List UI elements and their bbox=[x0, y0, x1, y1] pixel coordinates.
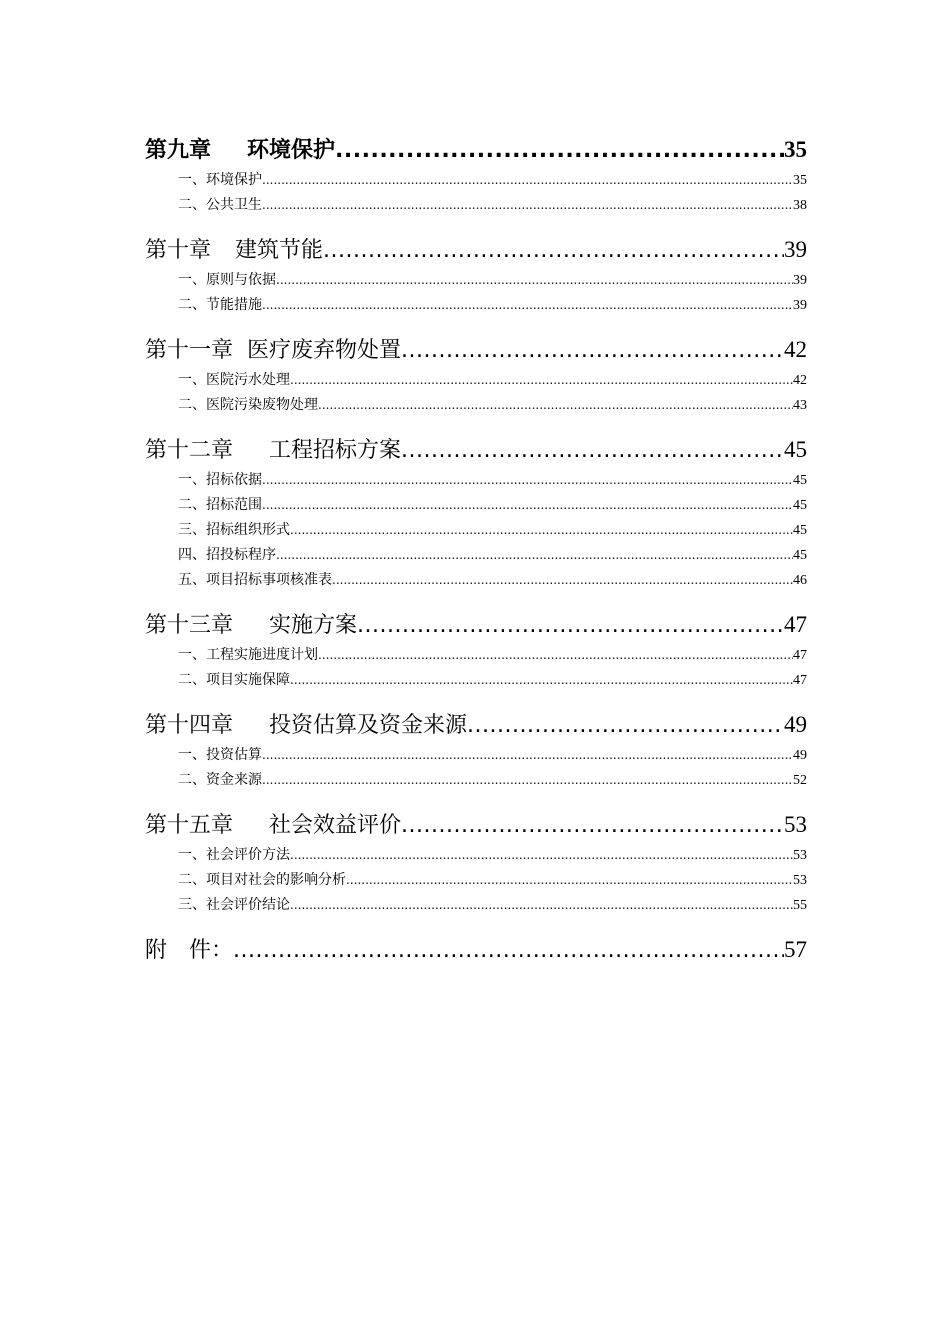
toc-chapter-entry[interactable] bbox=[145, 432, 807, 468]
section-title: 五、项目招标事项核准表 bbox=[178, 572, 332, 588]
toc-section-entry[interactable] bbox=[145, 293, 807, 318]
section-title: 二、项目对社会的影响分析 bbox=[178, 872, 346, 888]
dot-leader bbox=[318, 393, 793, 418]
toc-section-entry[interactable] bbox=[145, 468, 807, 493]
section-title: 一、工程实施进度计划 bbox=[178, 647, 318, 663]
toc-chapter-entry[interactable] bbox=[145, 707, 807, 743]
dot-leader bbox=[401, 433, 784, 468]
chapter-title: 实施方案 bbox=[269, 613, 358, 638]
toc-chapter-entry[interactable] bbox=[145, 232, 807, 268]
dot-leader bbox=[262, 768, 793, 793]
chapter-title: 建筑节能 bbox=[235, 238, 324, 263]
toc-section-entry[interactable] bbox=[145, 843, 807, 868]
chapter-number: 第十二章 bbox=[145, 438, 234, 463]
section-title: 二、招标范围 bbox=[178, 497, 262, 513]
chapter-number: 第九章 bbox=[145, 138, 212, 163]
page-number: 45 bbox=[793, 523, 807, 538]
dot-leader bbox=[401, 333, 784, 368]
toc-section-entry[interactable] bbox=[145, 668, 807, 693]
toc-section-entry[interactable] bbox=[145, 543, 807, 568]
section-title: 三、社会评价结论 bbox=[178, 897, 290, 913]
dot-leader bbox=[290, 893, 793, 918]
page-number: 55 bbox=[793, 898, 807, 913]
dot-leader bbox=[467, 708, 784, 743]
chapter-number: 第十三章 bbox=[145, 613, 234, 638]
dot-leader bbox=[332, 568, 793, 593]
page-number: 47 bbox=[784, 612, 807, 637]
chapter-number: 第十五章 bbox=[145, 813, 234, 838]
page-number: 47 bbox=[793, 673, 807, 688]
dot-leader bbox=[276, 543, 793, 568]
section-title: 一、投资估算 bbox=[178, 747, 262, 763]
page-number: 45 bbox=[784, 437, 807, 462]
page-number: 57 bbox=[784, 937, 807, 962]
section-title: 一、社会评价方法 bbox=[178, 847, 290, 863]
toc-section-entry[interactable] bbox=[145, 518, 807, 543]
dot-leader bbox=[233, 933, 784, 968]
chapter-title: 社会效益评价 bbox=[269, 813, 402, 838]
page-number: 35 bbox=[793, 173, 807, 188]
section-title: 一、医院污水处理 bbox=[178, 372, 290, 388]
section-title: 二、节能措施 bbox=[178, 297, 262, 313]
page-number: 47 bbox=[793, 648, 807, 663]
toc-chapter-entry[interactable] bbox=[145, 332, 807, 368]
toc-section-entry[interactable] bbox=[145, 743, 807, 768]
page-number: 39 bbox=[784, 237, 807, 262]
toc-section-entry[interactable] bbox=[145, 268, 807, 293]
dot-leader bbox=[262, 193, 793, 218]
page-number: 42 bbox=[784, 337, 807, 362]
page-number: 46 bbox=[793, 573, 807, 588]
dot-leader bbox=[323, 233, 784, 268]
section-title: 二、医院污染废物处理 bbox=[178, 397, 318, 413]
toc-chapter-entry[interactable] bbox=[145, 807, 807, 843]
toc-chapter-entry[interactable] bbox=[145, 132, 807, 168]
page-number: 53 bbox=[784, 812, 807, 837]
page-number: 39 bbox=[793, 298, 807, 313]
chapter-title: 医疗废弃物处置 bbox=[247, 338, 402, 363]
section-title: 二、资金来源 bbox=[178, 772, 262, 788]
dot-leader bbox=[290, 843, 793, 868]
toc-section-entry[interactable] bbox=[145, 368, 807, 393]
section-title: 一、环境保护 bbox=[178, 172, 262, 188]
section-title: 二、公共卫生 bbox=[178, 197, 262, 213]
chapter-title: 环境保护 bbox=[247, 138, 336, 163]
dot-leader bbox=[290, 668, 793, 693]
section-title: 一、原则与依据 bbox=[178, 272, 276, 288]
dot-leader bbox=[262, 743, 793, 768]
toc-chapter-entry[interactable] bbox=[145, 932, 807, 968]
toc-section-entry[interactable] bbox=[145, 643, 807, 668]
chapter-title: 工程招标方案 bbox=[269, 438, 402, 463]
dot-leader bbox=[290, 368, 793, 393]
chapter-title: 投资估算及资金来源 bbox=[269, 713, 468, 738]
page-number: 53 bbox=[793, 848, 807, 863]
page-number: 45 bbox=[793, 548, 807, 563]
chapter-number: 第十章 bbox=[145, 238, 212, 263]
dot-leader bbox=[401, 808, 784, 843]
dot-leader bbox=[262, 168, 793, 193]
section-title: 四、招投标程序 bbox=[178, 547, 276, 563]
chapter-number: 第十一章 bbox=[145, 338, 234, 363]
dot-leader bbox=[346, 868, 793, 893]
page-number: 35 bbox=[784, 137, 807, 162]
section-title: 一、招标依据 bbox=[178, 472, 262, 488]
toc-section-entry[interactable] bbox=[145, 493, 807, 518]
toc-section-entry[interactable] bbox=[145, 193, 807, 218]
section-title: 三、招标组织形式 bbox=[178, 522, 290, 538]
page-number: 49 bbox=[793, 748, 807, 763]
page-number: 49 bbox=[784, 712, 807, 737]
toc-section-entry[interactable] bbox=[145, 568, 807, 593]
page-number: 42 bbox=[793, 373, 807, 388]
toc-section-entry[interactable] bbox=[145, 393, 807, 418]
page-number: 39 bbox=[793, 273, 807, 288]
page-number: 45 bbox=[793, 473, 807, 488]
dot-leader bbox=[290, 518, 793, 543]
dot-leader bbox=[262, 468, 793, 493]
toc-section-entry[interactable] bbox=[145, 868, 807, 893]
page-number: 45 bbox=[793, 498, 807, 513]
chapter-number: 附 件： bbox=[145, 938, 234, 963]
page-number: 43 bbox=[793, 398, 807, 413]
toc-chapter-entry[interactable] bbox=[145, 607, 807, 643]
toc-section-entry[interactable] bbox=[145, 168, 807, 193]
page-number: 52 bbox=[793, 773, 807, 788]
dot-leader bbox=[318, 643, 793, 668]
dot-leader bbox=[262, 493, 793, 518]
page-number: 38 bbox=[793, 198, 807, 213]
section-title: 二、项目实施保障 bbox=[178, 672, 290, 688]
dot-leader bbox=[357, 608, 784, 643]
dot-leader bbox=[335, 133, 784, 168]
dot-leader bbox=[276, 268, 793, 293]
chapter-number: 第十四章 bbox=[145, 713, 234, 738]
toc-section-entry[interactable] bbox=[145, 893, 807, 918]
toc-section-entry[interactable] bbox=[145, 768, 807, 793]
page-number: 53 bbox=[793, 873, 807, 888]
dot-leader bbox=[262, 293, 793, 318]
table-of-contents bbox=[145, 132, 807, 968]
